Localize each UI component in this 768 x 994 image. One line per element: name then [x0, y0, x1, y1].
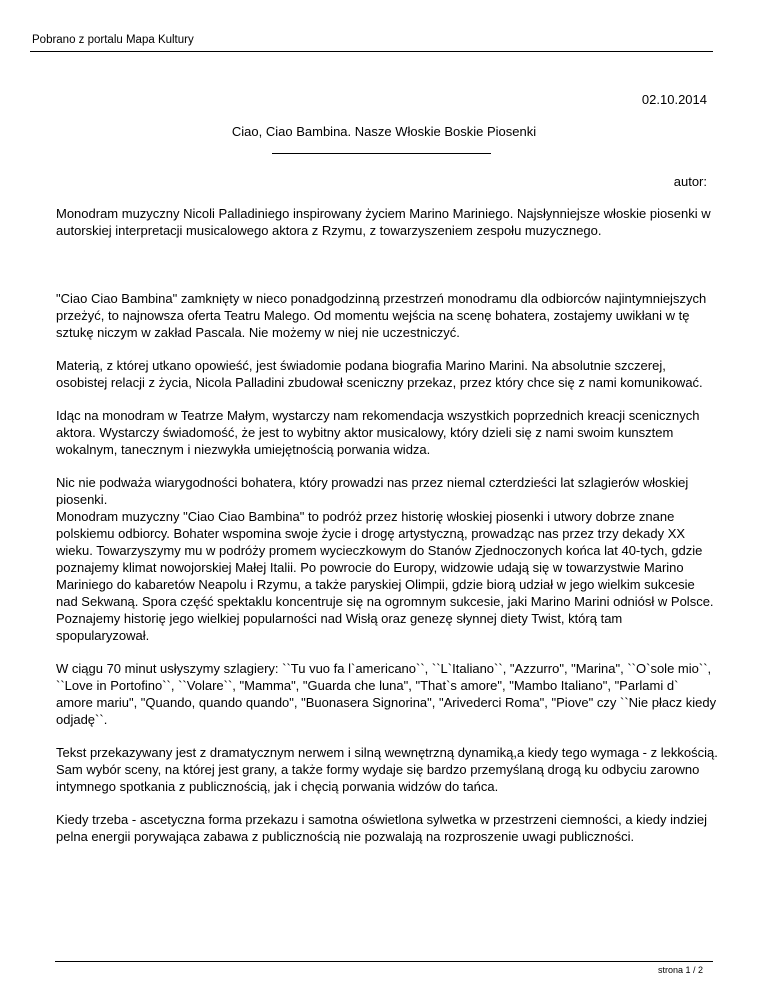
title-underline — [272, 153, 491, 154]
article-date: 02.10.2014 — [641, 92, 707, 107]
article-paragraph: Materią, z której utkano opowieść, jest świadomie podana biografia Marino Marini. Na absolutnie szczerej, osobistej relacji z życia, Nicola Palladini zbudował sceniczny przekaz, przez który chce się z nami komunikować. — [56, 358, 703, 390]
article-paragraph: Tekst przekazywany jest z dramatycznym nerwem i silną wewnętrzną dynamiką,a kiedy tego wymaga - z lekkością. Sam wybór sceny, na której jest grany, a także formy wydaje się bardzo przemyślaną drogą ku odbyciu zarowno intymnego spotkania z publicznością, jak i chęcią porwania widzów do tańca. — [56, 745, 718, 794]
page-number: strona 1 / 2 — [657, 965, 703, 975]
article-paragraph: Idąc na monodram w Teatrze Małym, wystarczy nam rekomendacja wszystkich poprzednich kreacji scenicznych aktora. Wystarczy świadomość, że jest to wybitny aktor musicalowy, który dzieli się z nami swoim kunsztem wokalnym, tanecznym i niezwykła umiejętnością porwania widza. — [56, 408, 700, 457]
author-label: autor: — [673, 174, 707, 189]
footer-divider — [55, 961, 713, 962]
article-paragraph: Nic nie podważa wiarygodności bohatera, który prowadzi nas przez niemal czterdzieści lat szlagierów włoskiej piosenki. Monodram muzyczny "Ciao Ciao Bambina" to podróż przez historię włoskiej piosenki i utwory dobrze znane polskiemu odbiorcy. Bohater wspomina swoje życie i drogę artystyczną, prowadząc nas przez trzy dekady XX wieku. Towarzyszymy mu w podróży promem wycieczkowym do Stanów Zjednoczonych końca lat 40-tych, gdzie poznajemy klimat nowojorskiej Małej Italii. Po powrocie do Europy, widzowie udają się w towarzystwie Marino Mariniego do kabaretów Neapolu i Rzymu, a także paryskiej Olimpii, gdzie biorą udział w jego wielkim sukcesie nad Sekwaną. Spora część spektaklu koncentruje się na ogromnym sukcesie, jaki Marino Marini odniósł w Polsce. Poznajemy historię jego wielkiej popularności nad Wisłą oraz genezę słynnej diety Twist, którą tam spopularyzował. — [56, 475, 714, 643]
portal-source-header: Pobrano z portalu Mapa Kultury — [32, 34, 194, 46]
article-paragraph: "Ciao Ciao Bambina" zamknięty w nieco ponadgodzinną przestrzeń monodramu dla odbiorców najintymniejszych przeżyć, to najnowsza oferta Teatru Malego. Od momentu wejścia na scenę bohatera, zostajemy uwikłani w tę sztukę niczym w zakład Pascala. Nie możemy w niej nie uczestniczyć. — [56, 291, 707, 340]
header-divider — [30, 51, 713, 52]
article-paragraph: W ciągu 70 minut usłyszymy szlagiery: ``Tu vuo fa l`americano``, ``L`Italiano``, "Azzurro", "Marina", ``O`sole mio``, ``Love in Portofino``, ``Volare``, "Mamma", "Guarda che luna", "That`s amore", "Mambo Italiano", "Parlami d` amore mariu", "Quando, quando quando", "Buonasera Signorina", "Arivederci Roma", "Piove" czy ``Nie płacz kiedy odjadę``. — [56, 661, 717, 727]
article-lead: Monodram muzyczny Nicoli Palladiniego inspirowany życiem Marino Mariniego. Najsłynniejsze włoskie piosenki w autorskiej interpretacji musicalowego aktora z Rzymu, z towarzyszeniem zespołu muzycznego. — [56, 206, 711, 238]
article-body — [56, 205, 718, 861]
article-title: Ciao, Ciao Bambina. Nasze Włoskie Boskie Piosenki — [231, 124, 537, 139]
article-paragraph: Kiedy trzeba - ascetyczna forma przekazu i samotna oświetlona sylwetka w przestrzeni ciemności, a kiedy indziej pelna energii porywająca zabawa z publicznością nie pozwalają na rozproszenie uwagi publiczności. — [56, 812, 707, 844]
